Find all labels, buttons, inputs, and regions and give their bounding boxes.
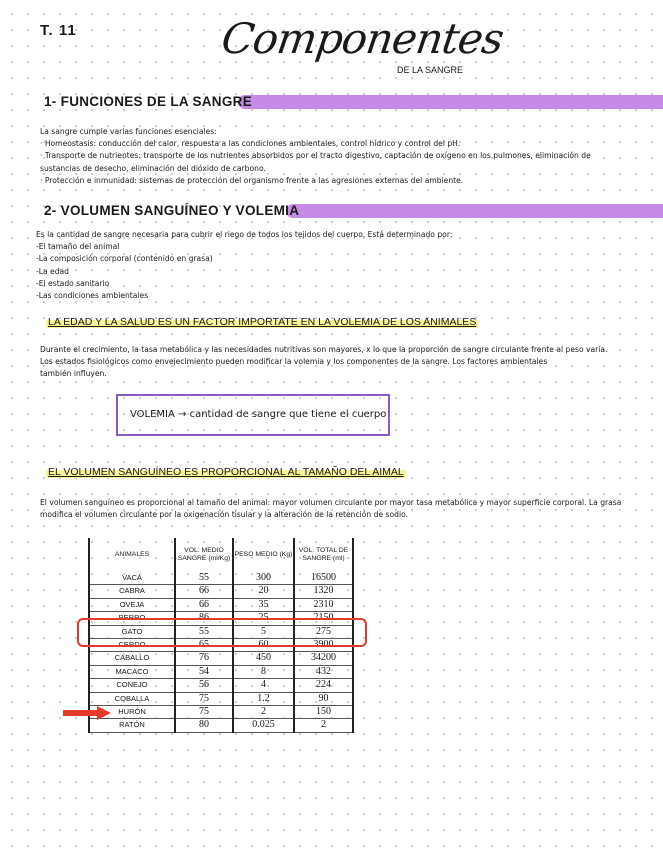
table-row <box>89 665 353 678</box>
text-line: -La composición corporal (contenido en grasa) <box>36 254 213 264</box>
section2-heading-bar <box>286 204 663 218</box>
text-line: Durante el crecimiento, la tasa metabólica y las necesidades nutritivas son mayores, x lo que la proporción de sangre circulante frente al peso varía. <box>40 345 608 354</box>
column-header: VOL. TOTAL DE SANGRE (ml) <box>294 538 353 572</box>
value-cell: 300 <box>233 572 294 585</box>
page-title: Componentes <box>218 14 507 63</box>
column-header: PESO MEDIO (Kg) <box>233 538 294 572</box>
table-row <box>89 706 353 719</box>
animal-cell: COBALLA <box>89 692 175 705</box>
section2-text <box>36 229 452 302</box>
value-cell: 2 <box>233 706 294 719</box>
volemia-definition-box <box>116 394 390 436</box>
value-cell: 75 <box>175 692 233 705</box>
value-cell: 16500 <box>294 572 353 585</box>
animal-cell: GATO <box>89 625 175 638</box>
text-line: también influyen. <box>40 369 107 379</box>
value-cell: 34200 <box>294 652 353 665</box>
value-cell: 60 <box>233 639 294 652</box>
value-cell: 66 <box>175 585 233 598</box>
page-subtitle: DE LA SANGRE <box>397 65 464 75</box>
topic-number: T. 11 <box>40 22 77 39</box>
value-cell: 35 <box>233 598 294 611</box>
animal-cell: VACA <box>89 572 175 585</box>
text-line: · Homeostasis: conducción del calor, respuesta a las condiciones ambientales, control hídrico y control del pH. <box>40 139 461 149</box>
animal-cell: CABRA <box>89 585 175 598</box>
highlight-marker-gato-cerdo <box>77 618 367 647</box>
text-line: Los estados fisiológicos como envejecimiento pueden modificar la volemia y los componentes de la sangre. Los factores ambientales <box>40 357 548 367</box>
section1-heading-bar <box>238 95 663 109</box>
animal-cell: HURÓN <box>89 706 175 719</box>
text-line: -El tamaño del animal <box>36 242 120 252</box>
animal-cell: CABALLO <box>89 652 175 665</box>
value-cell: 90 <box>294 692 353 705</box>
text-line: -La edad <box>36 266 70 276</box>
animal-cell: CONEJO <box>89 679 175 692</box>
value-cell: 55 <box>175 625 233 638</box>
text-line: modifica el volumen circulante por la oxigenación tisular y la alteración de la retención de sodio. <box>40 510 409 520</box>
value-cell: 432 <box>294 665 353 678</box>
value-cell: 65 <box>175 639 233 652</box>
section1-heading: 1- FUNCIONES DE LA SANGRE <box>44 94 253 109</box>
value-cell: 20 <box>233 585 294 598</box>
animal-cell: OVEJA <box>89 598 175 611</box>
text-line: La sangre cumple varias funciones esenciales: <box>40 127 217 136</box>
value-cell: 8 <box>233 665 294 678</box>
value-cell: 56 <box>175 679 233 692</box>
value-cell: 2 <box>294 719 353 732</box>
column-header: ANIMALES <box>89 538 175 572</box>
value-cell: 75 <box>175 706 233 719</box>
highlight-volume-size: EL VOLUMEN SANGUÍNEO ES PROPORCIONAL AL TAMAÑO DEL AIMAL <box>48 466 404 478</box>
value-cell: 76 <box>175 652 233 665</box>
animal-cell: MACACO <box>89 665 175 678</box>
volume-paragraph <box>40 497 621 521</box>
value-cell: 0.025 <box>233 719 294 732</box>
text-line: -El estado sanitario <box>36 278 110 288</box>
value-cell: 224 <box>294 679 353 692</box>
value-cell: 55 <box>175 572 233 585</box>
value-cell: 150 <box>294 706 353 719</box>
value-cell: 1320 <box>294 585 353 598</box>
column-header: VOL. MEDIO SANGRE (ml/Kg) <box>175 538 233 572</box>
section1-text <box>40 126 591 187</box>
value-cell: 1.2 <box>233 692 294 705</box>
text-line: · Protección e inmunidad: sistemas de protección del organismo frente a las agresiones externas del ambiente. <box>40 175 464 185</box>
table-row <box>89 572 353 585</box>
volemia-definition: VOLEMIA → cantidad de sangre que tiene el cuerpo <box>130 409 387 420</box>
value-cell: 25 <box>233 612 294 625</box>
table-row <box>89 652 353 665</box>
highlight-age-health: LA EDAD Y LA SALUD ES UN FACTOR IMPORTATE EN LA VOLEMIA DE LOS ANIMALES <box>48 316 477 328</box>
value-cell: 54 <box>175 665 233 678</box>
table-row <box>89 585 353 598</box>
arrow-right-icon <box>63 706 111 720</box>
value-cell: 450 <box>233 652 294 665</box>
value-cell: 80 <box>175 719 233 732</box>
value-cell: 2310 <box>294 598 353 611</box>
value-cell: 2150 <box>294 612 353 625</box>
text-line: · Transporte de nutrientes: transporte de los nutrientes absorbidos por el tracto digestivo, captación de oxígeno en los pulmones, eliminación de <box>40 151 591 161</box>
value-cell: 66 <box>175 598 233 611</box>
section2-heading: 2- VOLUMEN SANGUÍNEO Y VOLEMIA <box>44 203 300 218</box>
table-row <box>89 679 353 692</box>
text-line: Es la cantidad de sangre necesaria para cubrir el riego de todos los tejidos del cuerpo. Está determinado por: <box>36 230 453 239</box>
text-line: El volumen sanguíneo es proporcional al tamaño del animal: mayor volumen circulante por mayor tasa metabólica y mayor superficie corporal. La grasa <box>40 498 622 507</box>
value-cell: 275 <box>294 625 353 638</box>
animal-cell: PERRO <box>89 612 175 625</box>
table-row <box>89 598 353 611</box>
animal-cell: RATÓN <box>89 719 175 732</box>
table-row <box>89 692 353 705</box>
value-cell: 3900 <box>294 639 353 652</box>
table-row <box>89 719 353 732</box>
text-line: -Las condiciones ambientales <box>36 291 149 301</box>
value-cell: 5 <box>233 625 294 638</box>
text-line: sustancias de desecho, eliminación del dióxido de carbono. <box>40 163 266 173</box>
animal-cell: CERDO <box>89 639 175 652</box>
value-cell: 86 <box>175 612 233 625</box>
value-cell: 4 <box>233 679 294 692</box>
growth-paragraph <box>40 344 607 381</box>
